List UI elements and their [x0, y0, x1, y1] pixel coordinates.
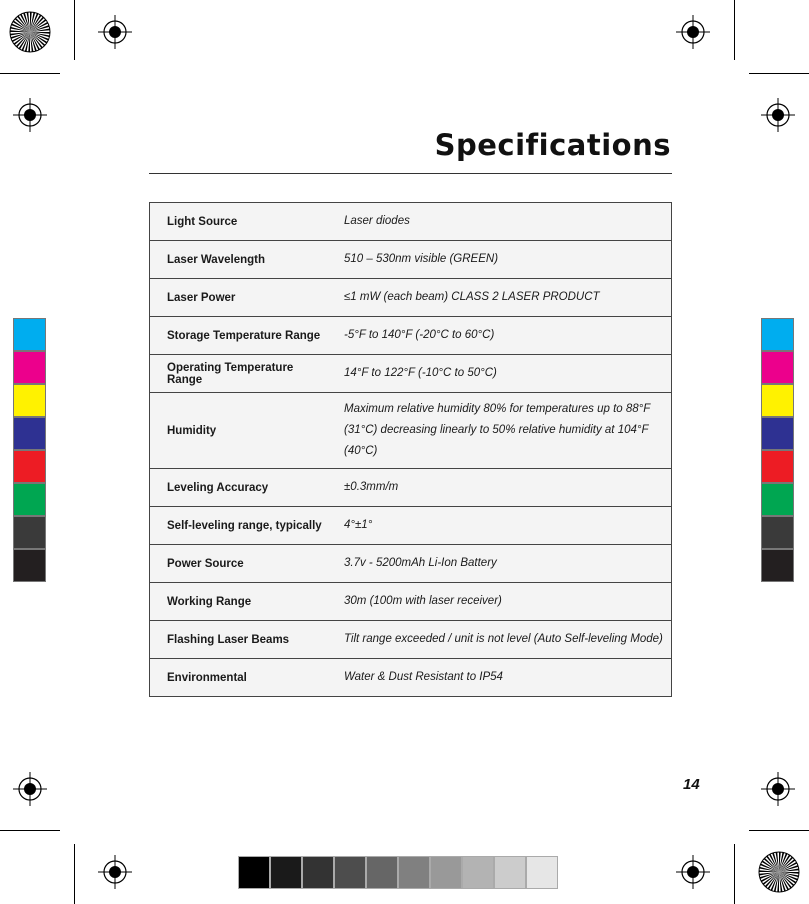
color-swatch	[761, 516, 794, 549]
color-swatch	[761, 417, 794, 450]
registration-mark-icon	[676, 855, 710, 889]
color-swatch	[761, 549, 794, 582]
spec-value: ±0.3mm/m	[327, 469, 672, 507]
color-swatch	[761, 384, 794, 417]
color-swatch	[13, 351, 46, 384]
color-swatch	[761, 450, 794, 483]
spec-label: Self-leveling range, typically	[150, 507, 328, 545]
color-swatch	[13, 417, 46, 450]
spec-label: Leveling Accuracy	[150, 469, 328, 507]
spec-value: 4°±1°	[327, 507, 672, 545]
gray-swatch	[334, 856, 366, 889]
crop-mark	[749, 73, 809, 74]
page-title: Specifications	[434, 128, 671, 162]
table-row	[150, 545, 672, 583]
crop-mark	[0, 830, 60, 831]
page-number: 14	[683, 776, 700, 793]
spec-label: Operating Temperature Range	[150, 355, 328, 393]
specifications-table	[149, 202, 672, 697]
table-row	[150, 469, 672, 507]
color-swatch	[13, 318, 46, 351]
spec-label: Humidity	[150, 393, 328, 469]
gray-swatch	[270, 856, 302, 889]
spec-label: Flashing Laser Beams	[150, 621, 328, 659]
registration-mark-icon	[98, 15, 132, 49]
gray-bar	[238, 856, 558, 889]
spec-value: -5°F to 140°F (-20°C to 60°C)	[327, 317, 672, 355]
color-swatch	[13, 450, 46, 483]
crop-mark	[74, 844, 75, 904]
crop-mark	[74, 0, 75, 60]
gray-swatch	[366, 856, 398, 889]
spec-label: Laser Power	[150, 279, 328, 317]
registration-mark-icon	[13, 98, 47, 132]
table-row	[150, 507, 672, 545]
gray-swatch	[238, 856, 270, 889]
table-row	[150, 241, 672, 279]
spec-value: 14°F to 122°F (-10°C to 50°C)	[327, 355, 672, 393]
spec-value: Maximum relative humidity 80% for temperatures up to 88°F (31°C) decreasing linearly to 50% relative humidity at 104°F (40°C)	[327, 393, 672, 469]
spec-label: Working Range	[150, 583, 328, 621]
gray-swatch	[398, 856, 430, 889]
table-row	[150, 393, 672, 469]
color-swatch	[761, 483, 794, 516]
color-swatch	[13, 549, 46, 582]
gray-swatch	[430, 856, 462, 889]
registration-mark-icon	[676, 15, 710, 49]
starburst-target-icon	[8, 10, 52, 54]
spec-label: Environmental	[150, 659, 328, 697]
spec-value: Laser diodes	[327, 203, 672, 241]
color-swatch	[13, 516, 46, 549]
spec-value: 510 – 530nm visible (GREEN)	[327, 241, 672, 279]
table-row	[150, 203, 672, 241]
crop-mark	[0, 73, 60, 74]
table-row	[150, 621, 672, 659]
spec-label: Power Source	[150, 545, 328, 583]
color-swatch	[13, 384, 46, 417]
table-row	[150, 659, 672, 697]
color-swatch	[13, 483, 46, 516]
title-rule	[149, 173, 672, 174]
color-swatch	[761, 318, 794, 351]
registration-mark-icon	[761, 98, 795, 132]
spec-label: Light Source	[150, 203, 328, 241]
gray-swatch	[526, 856, 558, 889]
table-row	[150, 279, 672, 317]
crop-mark	[749, 830, 809, 831]
crop-mark	[734, 0, 735, 60]
table-row	[150, 583, 672, 621]
starburst-target-icon	[757, 850, 801, 894]
registration-mark-icon	[98, 855, 132, 889]
table-row	[150, 355, 672, 393]
color-bar-left	[13, 318, 46, 582]
registration-mark-icon	[13, 772, 47, 806]
spec-value: ≤1 mW (each beam) CLASS 2 LASER PRODUCT	[327, 279, 672, 317]
color-swatch	[761, 351, 794, 384]
spec-value: Water & Dust Resistant to IP54	[327, 659, 672, 697]
crop-mark	[734, 844, 735, 904]
gray-swatch	[462, 856, 494, 889]
spec-value: Tilt range exceeded / unit is not level (Auto Self-leveling Mode)	[327, 621, 672, 659]
spec-label: Storage Temperature Range	[150, 317, 328, 355]
spec-value: 3.7v - 5200mAh Li-Ion Battery	[327, 545, 672, 583]
spec-value: 30m (100m with laser receiver)	[327, 583, 672, 621]
color-bar-right	[761, 318, 794, 582]
registration-mark-icon	[761, 772, 795, 806]
table-row	[150, 317, 672, 355]
gray-swatch	[494, 856, 526, 889]
gray-swatch	[302, 856, 334, 889]
spec-label: Laser Wavelength	[150, 241, 328, 279]
